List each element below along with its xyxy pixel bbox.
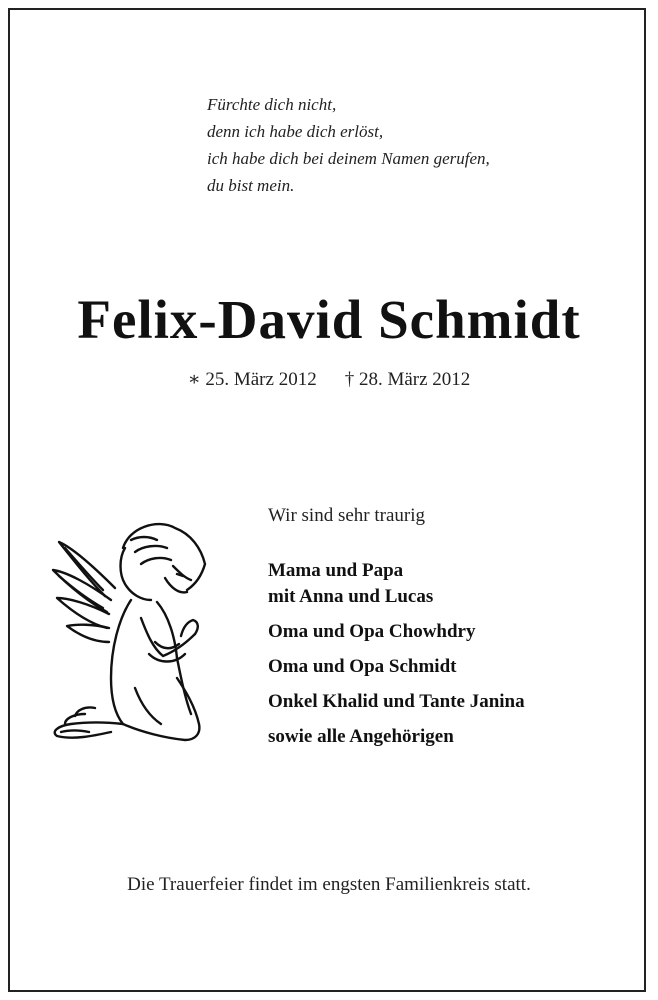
mourners-list xyxy=(268,558,525,759)
mourner-line: sowie alle Angehörigen xyxy=(268,726,454,747)
funeral-note: Die Trauerfeier findet im engsten Familienkreis statt. xyxy=(127,874,531,895)
mourning-statement: Wir sind sehr traurig xyxy=(268,505,426,526)
mourner-line: Mama und Papa xyxy=(268,560,404,581)
mourner-group xyxy=(268,619,525,645)
life-dates xyxy=(0,368,658,391)
birth-date: ∗ 25. März 2012 xyxy=(187,369,317,390)
mourner-line: Oma und Opa Chowhdry xyxy=(268,621,476,642)
mourner-group xyxy=(268,654,525,680)
mourner-group xyxy=(268,558,525,610)
verse-line: ich habe dich bei deinem Namen gerufen, xyxy=(207,149,490,168)
mourner-line: mit Anna und Lucas xyxy=(268,586,434,607)
mourner-line: Onkel Khalid und Tante Janina xyxy=(268,691,525,712)
bible-verse xyxy=(207,91,490,199)
mourner-line: Oma und Opa Schmidt xyxy=(268,656,457,677)
deceased-name: Felix-David Schmidt xyxy=(77,289,581,350)
death-date: † 28. März 2012 xyxy=(344,369,471,390)
mourner-group xyxy=(268,689,525,715)
praying-angel-icon xyxy=(45,518,215,758)
verse-line: denn ich habe dich erlöst, xyxy=(207,122,384,141)
mourner-group xyxy=(268,724,525,750)
verse-line: Fürchte dich nicht, xyxy=(207,95,337,114)
verse-line: du bist mein. xyxy=(207,176,295,195)
